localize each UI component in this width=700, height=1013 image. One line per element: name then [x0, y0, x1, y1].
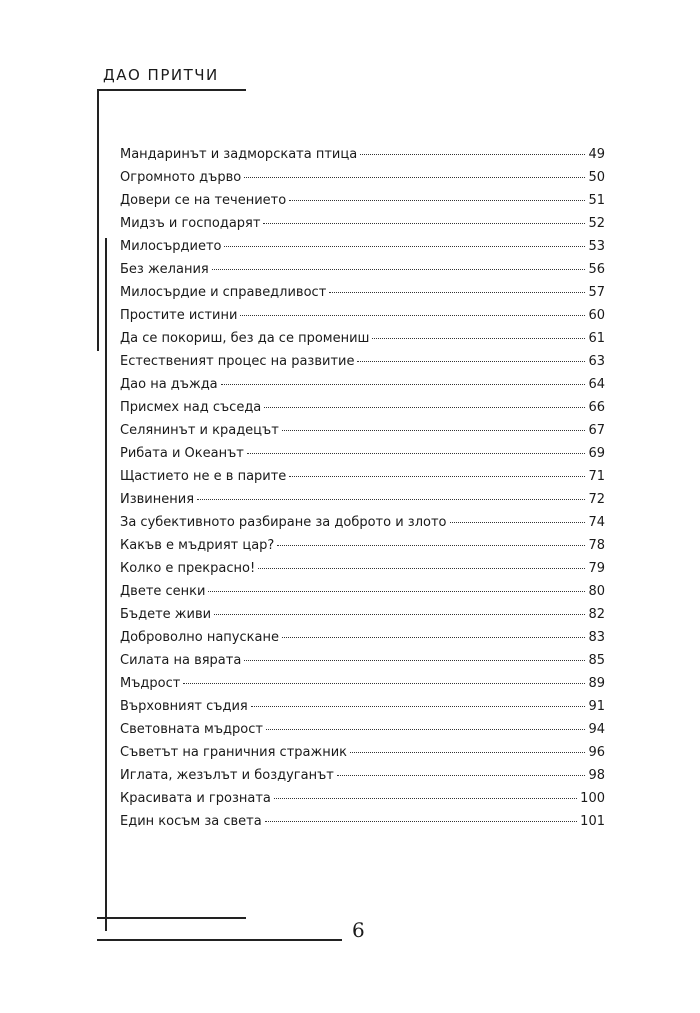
toc-entry-page: 61 [588, 331, 605, 346]
toc-entry-title: Двете сенки [120, 584, 206, 599]
toc-entry-title: Простите истини [120, 308, 238, 323]
toc-entry-title: Без желания [120, 262, 209, 277]
toc-entry-title: Милосърдие и справедливост [120, 285, 327, 300]
toc-entry [120, 534, 605, 557]
toc-dot-leader [357, 360, 585, 362]
footer-rule-long [97, 939, 342, 941]
toc-entry [120, 235, 605, 258]
toc-entry [120, 327, 605, 350]
toc-entry-title: Съветът на граничния стражник [120, 745, 348, 760]
toc-dot-leader [197, 498, 585, 500]
toc-dot-leader [266, 728, 585, 730]
toc-entry [120, 166, 605, 189]
toc-entry-title: Бъдете живи [120, 607, 212, 622]
toc-entry-page: 85 [588, 653, 605, 668]
header-rule [97, 89, 246, 91]
toc-entry [120, 189, 605, 212]
toc-dot-leader [277, 544, 585, 546]
toc-entry-title: Един косъм за света [120, 814, 262, 829]
toc-entry-title: Силата на вярата [120, 653, 242, 668]
toc-entry [120, 281, 605, 304]
toc-dot-leader [337, 774, 586, 776]
toc-entry-title: Присмех над съседа [120, 400, 262, 415]
toc-dot-leader [264, 406, 585, 408]
toc-entry-title: Дао на дъжда [120, 377, 218, 392]
toc-entry [120, 396, 605, 419]
toc-dot-leader [240, 314, 585, 316]
vertical-rule-lower [105, 238, 107, 931]
toc-entry-page: 71 [588, 469, 605, 484]
toc-dot-leader [263, 222, 585, 224]
toc-entry-title: Милосърдието [120, 239, 222, 254]
toc-entry-page: 53 [588, 239, 605, 254]
toc-entry-page: 94 [588, 722, 605, 737]
toc-entry [120, 603, 605, 626]
toc-entry [120, 626, 605, 649]
toc-dot-leader [247, 452, 586, 454]
toc-dot-leader [244, 659, 585, 661]
toc-dot-leader [258, 567, 585, 569]
toc-dot-leader [265, 820, 577, 822]
toc-entry [120, 787, 605, 810]
toc-dot-leader [372, 337, 585, 339]
toc-dot-leader [274, 797, 577, 799]
toc-entry-page: 64 [588, 377, 605, 392]
toc-entry-title: Да се покориш, без да се промениш [120, 331, 370, 346]
toc-entry-page: 89 [588, 676, 605, 691]
toc-entry-page: 96 [588, 745, 605, 760]
toc-entry-title: Доброволно напускане [120, 630, 279, 645]
toc-entry-page: 100 [580, 791, 605, 806]
toc-dot-leader [183, 682, 585, 684]
toc-entry [120, 511, 605, 534]
toc-entry-page: 79 [588, 561, 605, 576]
toc-entry [120, 212, 605, 235]
toc-entry [120, 258, 605, 281]
toc-dot-leader [244, 176, 585, 178]
toc-entry [120, 764, 605, 787]
toc-dot-leader [214, 613, 585, 615]
toc-dot-leader [360, 153, 585, 155]
toc-entry-title: Рибата и Океанът [120, 446, 244, 461]
table-of-contents [120, 143, 605, 833]
toc-entry [120, 741, 605, 764]
vertical-rule [97, 89, 99, 351]
toc-dot-leader [212, 268, 586, 270]
toc-entry-page: 98 [588, 768, 605, 783]
toc-entry-page: 51 [588, 193, 605, 208]
toc-dot-leader [289, 199, 585, 201]
toc-entry-page: 56 [588, 262, 605, 277]
toc-entry-page: 63 [588, 354, 605, 369]
footer-rule-short [97, 917, 246, 919]
toc-entry [120, 419, 605, 442]
toc-entry-title: Иглата, жезълът и боздуганът [120, 768, 334, 783]
toc-entry-page: 78 [588, 538, 605, 553]
toc-entry-title: Мидзъ и господарят [120, 216, 261, 231]
toc-entry [120, 350, 605, 373]
toc-entry-title: Щастието не е в парите [120, 469, 287, 484]
toc-entry-page: 67 [588, 423, 605, 438]
toc-entry-title: Селянинът и крадецът [120, 423, 279, 438]
toc-entry-title: Световната мъдрост [120, 722, 263, 737]
toc-entry-title: Извинения [120, 492, 195, 507]
toc-entry-page: 91 [588, 699, 605, 714]
toc-entry-title: Мъдрост [120, 676, 181, 691]
toc-entry [120, 557, 605, 580]
toc-entry-title: Мандаринът и задморската птица [120, 147, 358, 162]
toc-entry [120, 488, 605, 511]
toc-entry [120, 465, 605, 488]
toc-entry-page: 57 [588, 285, 605, 300]
toc-dot-leader [224, 245, 585, 247]
toc-entry [120, 442, 605, 465]
toc-dot-leader [450, 521, 586, 523]
toc-entry [120, 810, 605, 833]
toc-dot-leader [251, 705, 586, 707]
toc-entry-page: 49 [588, 147, 605, 162]
toc-entry-page: 69 [588, 446, 605, 461]
page-number: 6 [352, 918, 365, 942]
toc-entry-page: 52 [588, 216, 605, 231]
toc-entry-page: 74 [588, 515, 605, 530]
toc-entry-page: 80 [588, 584, 605, 599]
toc-entry-page: 72 [588, 492, 605, 507]
toc-entry-page: 82 [588, 607, 605, 622]
toc-entry-title: Естественият процес на развитие [120, 354, 355, 369]
running-header: ДАО ПРИТЧИ [103, 66, 219, 84]
toc-entry-title: Колко е прекрасно! [120, 561, 256, 576]
toc-dot-leader [289, 475, 585, 477]
toc-dot-leader [329, 291, 585, 293]
toc-dot-leader [208, 590, 585, 592]
toc-entry [120, 304, 605, 327]
toc-dot-leader [221, 383, 586, 385]
toc-entry-page: 101 [580, 814, 605, 829]
toc-entry-title: Огромното дърво [120, 170, 242, 185]
toc-entry [120, 373, 605, 396]
toc-entry [120, 672, 605, 695]
toc-entry-page: 60 [588, 308, 605, 323]
toc-entry [120, 649, 605, 672]
toc-entry-title: Какъв е мъдрият цар? [120, 538, 275, 553]
toc-entry-page: 50 [588, 170, 605, 185]
toc-entry [120, 695, 605, 718]
toc-entry-title: За субективното разбиране за доброто и злото [120, 515, 447, 530]
toc-entry-page: 83 [588, 630, 605, 645]
toc-entry-title: Довери се на течението [120, 193, 287, 208]
toc-entry [120, 718, 605, 741]
toc-entry-title: Върховният съдия [120, 699, 248, 714]
toc-entry-page: 66 [588, 400, 605, 415]
toc-entry-title: Красивата и грозната [120, 791, 271, 806]
toc-dot-leader [282, 636, 585, 638]
toc-dot-leader [350, 751, 585, 753]
toc-entry [120, 143, 605, 166]
toc-entry [120, 580, 605, 603]
toc-dot-leader [282, 429, 586, 431]
